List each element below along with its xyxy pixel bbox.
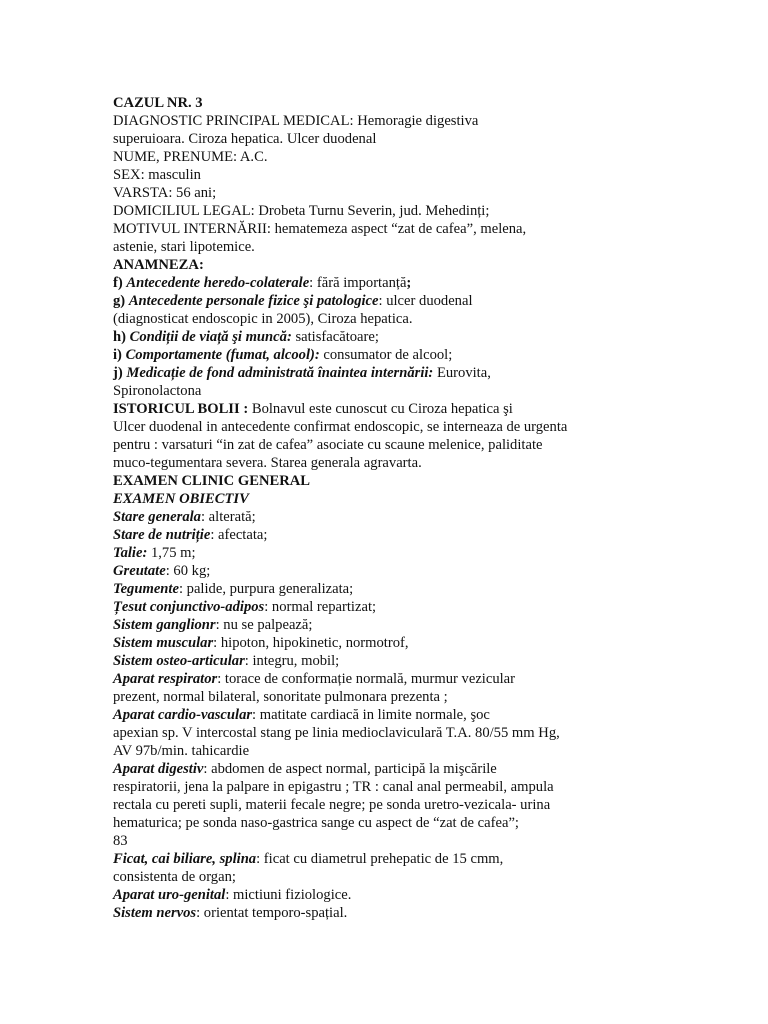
finding-value: : 60 kg; xyxy=(165,563,211,579)
digestive-line-3: rectala cu pereti supli, materii fecale negre; pe sonda uretro-vezicala- urina xyxy=(113,797,551,813)
item-value: Eurovita, xyxy=(433,365,491,381)
finding-label: Sistem nervos xyxy=(113,905,197,921)
finding-row xyxy=(113,526,613,544)
finding-value: : mictiuni fiziologice. xyxy=(225,887,352,903)
respiratory-line-1 xyxy=(113,670,613,688)
finding-row xyxy=(113,508,613,526)
finding-label: Țesut conjunctivo-adipos xyxy=(113,599,265,615)
item-value: : ulcer duodenal xyxy=(378,293,473,309)
item-label: Medicație de fond administrată înaintea internării: xyxy=(126,365,434,381)
domicile-line: DOMICILIUL LEGAL: Drobeta Turnu Severin, jud. Mehedinți; xyxy=(113,203,490,219)
diagnosis-value: : Hemoragie digestiva xyxy=(349,113,479,129)
anamnesis-i xyxy=(113,346,613,364)
finding-label: Aparat cardio-vascular xyxy=(113,707,253,723)
case-title: CAZUL NR. 3 xyxy=(113,95,203,111)
item-label: Comportamente (fumat, alcool): xyxy=(125,347,320,363)
page-number: 83 xyxy=(113,833,128,849)
digestive-line-1 xyxy=(113,760,613,778)
finding-label: Aparat uro-genital xyxy=(113,887,226,903)
finding-value: : alterată; xyxy=(200,509,256,525)
finding-label: Aparat respirator xyxy=(113,671,218,687)
finding-row xyxy=(113,616,613,634)
finding-label: Greutate xyxy=(113,563,166,579)
respiratory-line-2: prezent, normal bilateral, sonoritate pulmonara prezenta ; xyxy=(113,689,448,705)
finding-value: : palide, purpura generalizata; xyxy=(178,581,354,597)
finding-row xyxy=(113,580,613,598)
history-line-4: muco-tegumentara severa. Starea generala agravarta. xyxy=(113,455,422,471)
finding-row xyxy=(113,598,613,616)
history-label: ISTORICUL BOLII : xyxy=(113,401,249,417)
finding-label: Sistem ganglionr xyxy=(113,617,216,633)
anamnesis-j xyxy=(113,364,613,382)
nervous-line xyxy=(113,904,613,922)
anamnesis-j-cont: Spironolactona xyxy=(113,383,202,399)
digestive-line-4: hematurica; pe sonda naso-gastrica sange cu aspect de “zat de cafea”; xyxy=(113,815,519,831)
finding-label: Talie: xyxy=(113,545,148,561)
finding-row xyxy=(113,544,613,562)
age-line: VARSTA: 56 ani; xyxy=(113,185,217,201)
name-line: NUME, PRENUME: A.C. xyxy=(113,149,268,165)
cardio-line-3: AV 97b/min. tahicardie xyxy=(113,743,250,759)
urogenital-line xyxy=(113,886,613,904)
finding-row xyxy=(113,634,613,652)
objective-exam-heading: EXAMEN OBIECTIV xyxy=(113,491,249,507)
cardio-line-1 xyxy=(113,706,613,724)
finding-value: : torace de conformație normală, murmur vezicular xyxy=(217,671,516,687)
case-text xyxy=(113,94,613,922)
finding-value: : nu se palpează; xyxy=(215,617,313,633)
anamnesis-g-cont: (diagnosticat endoscopic in 2005), Ciroza hepatica. xyxy=(113,311,413,327)
item-label: Antecedente personale fizice şi patologice xyxy=(128,293,379,309)
item-key: h) xyxy=(113,329,126,345)
sex-line: SEX: masculin xyxy=(113,167,201,183)
item-value: consumator de alcool; xyxy=(319,347,453,363)
item-label: Condiții de viață şi muncă: xyxy=(129,329,292,345)
diagnosis-line-2: superuioara. Ciroza hepatica. Ulcer duodenal xyxy=(113,131,377,147)
history-line-3: pentru : varsaturi “in zat de cafea” asociate cu scaune melenice, paliditate xyxy=(113,437,543,453)
finding-row xyxy=(113,652,613,670)
general-exam-heading: EXAMEN CLINIC GENERAL xyxy=(113,473,311,489)
finding-label: Ficat, cai biliare, splina xyxy=(113,851,257,867)
finding-value: : orientat temporo-spațial. xyxy=(196,905,348,921)
diagnosis-label: DIAGNOSTIC PRINCIPAL MEDICAL xyxy=(113,113,350,129)
finding-label: Aparat digestiv xyxy=(113,761,204,777)
finding-value: 1,75 m; xyxy=(147,545,196,561)
anamnesis-g xyxy=(113,292,613,310)
item-key: j) xyxy=(113,365,123,381)
liver-line-2: consistenta de organ; xyxy=(113,869,236,885)
item-key: g) xyxy=(113,293,126,309)
history-value: Bolnavul este cunoscut cu Ciroza hepatica şi xyxy=(248,401,513,417)
item-label: Antecedente heredo-colaterale xyxy=(126,275,310,291)
finding-label: Sistem muscular xyxy=(113,635,214,651)
finding-label: Stare generala xyxy=(113,509,201,525)
history-line-1 xyxy=(113,400,613,418)
finding-value: : abdomen de aspect normal, participă la mişcările xyxy=(203,761,497,777)
finding-label: Tegumente xyxy=(113,581,179,597)
item-key: i) xyxy=(113,347,122,363)
item-key: f) xyxy=(113,275,123,291)
finding-value: : normal repartizat; xyxy=(264,599,377,615)
finding-value: : afectata; xyxy=(210,527,268,543)
finding-value: : integru, mobil; xyxy=(244,653,340,669)
admission-reason-line-2: astenie, stari lipotemice. xyxy=(113,239,255,255)
anamnesis-h xyxy=(113,328,613,346)
anamnesis-heading: ANAMNEZA: xyxy=(113,257,204,273)
digestive-line-2: respiratorii, jena la palpare in epigastru ; TR : canal anal permeabil, ampula xyxy=(113,779,554,795)
finding-row xyxy=(113,562,613,580)
history-line-2: Ulcer duodenal in antecedente confirmat endoscopic, se interneaza de urgenta xyxy=(113,419,568,435)
finding-label: Sistem osteo-articular xyxy=(113,653,245,669)
item-end: ; xyxy=(406,275,412,291)
admission-reason-line-1: MOTIVUL INTERNĂRII: hematemeza aspect “zat de cafea”, melena, xyxy=(113,221,527,237)
finding-label: Stare de nutriție xyxy=(113,527,211,543)
item-value: satisfacătoare; xyxy=(291,329,379,345)
finding-value: : matitate cardiacă in limite normale, şoc xyxy=(252,707,490,723)
cardio-line-2: apexian sp. V intercostal stang pe linia medioclaviculară T.A. 80/55 mm Hg, xyxy=(113,725,560,741)
liver-line-1 xyxy=(113,850,613,868)
diagnosis-line-1 xyxy=(113,112,613,130)
item-value: : fără importanță xyxy=(309,275,407,291)
finding-value: : ficat cu diametrul prehepatic de 15 cmm, xyxy=(256,851,504,867)
finding-value: : hipoton, hipokinetic, normotrof, xyxy=(213,635,409,651)
anamnesis-f xyxy=(113,274,613,292)
